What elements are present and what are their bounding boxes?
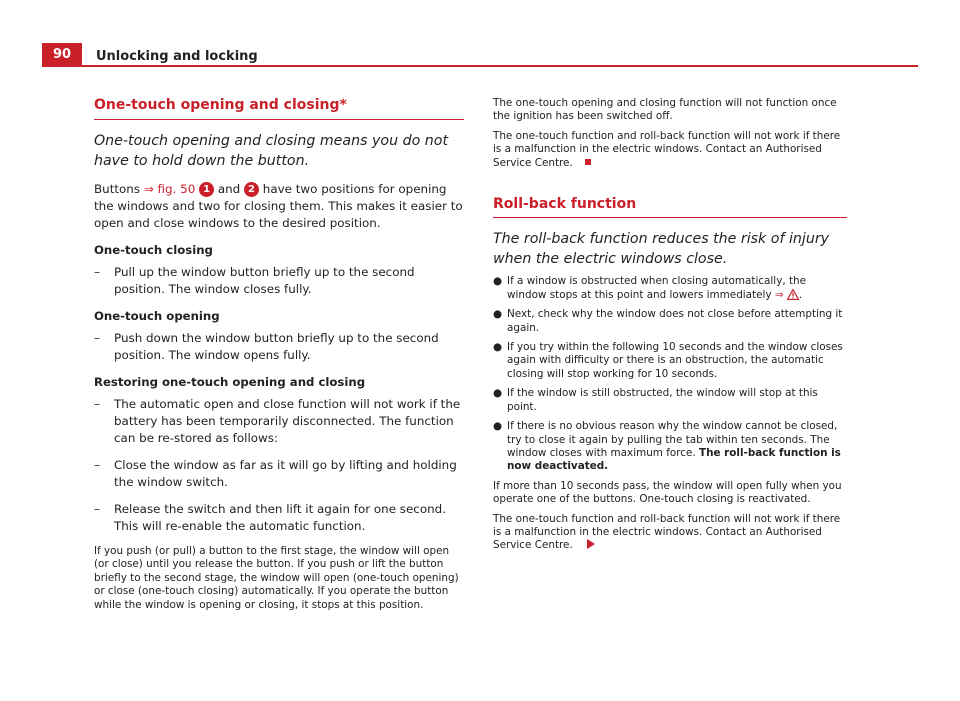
left-column — [94, 97, 464, 618]
section-title-one-touch: One-touch opening and closing* — [94, 97, 464, 120]
page-number: 90 — [42, 43, 82, 67]
list-item: – Release the switch and then lift it again for one second. This will re-enable the automatic function. — [94, 501, 464, 535]
bullet-item: ● If you try within the following 10 seconds and the window closes again with difficulty or there is an obstruction, the automatic closing will stop working for 10 seconds. — [493, 341, 843, 380]
header-rule — [82, 65, 918, 67]
reactivation-paragraph: If more than 10 seconds pass, the window will open fully when you operate one of the buttons. One-touch closing is reactivated. — [493, 479, 842, 506]
section-title-roll-back: Roll-back function — [493, 198, 847, 218]
subheading-one-touch-closing: One-touch closing — [94, 243, 213, 257]
malfunction-paragraph-2: The one-touch function and roll-back function will not work if there is a malfunction in the electric windows. Contact an Authorised Service Centre. — [493, 512, 841, 552]
bullet-item: ● If there is no obvious reason why the window cannot be closed, try to close it again by pulling the tab within ten seconds. The window closes with maximum force. The roll-back function is now deactivated. — [493, 420, 841, 473]
bullet-item: ● If a window is obstructed when closing automatically, the window stops at this point and lowers immediately ⇒ . — [493, 275, 806, 301]
ignition-paragraph: The one-touch opening and closing function will not function once the ignition has been switched off. — [493, 97, 837, 123]
warning-icon — [787, 289, 799, 300]
malfunction-paragraph: The one-touch function and roll-back function will not work if there is a malfunction in the electric windows. Contact an Authorised Service Centre. — [493, 129, 841, 169]
list-item: – The automatic open and close function will not work if the battery has been temporarily disconnected. The function can be re-stored as follows: — [94, 396, 464, 447]
continue-arrow-icon — [587, 539, 595, 549]
section-intro: The roll-back function reduces the risk of injury when the electric windows close. — [493, 231, 830, 268]
bullet-item: ● Next, check why the window does not close before attempting it again. — [493, 308, 843, 334]
note-paragraph: If you push (or pull) a button to the first stage, the window will open (or close) until you release the button. If you push or lift the button briefly to the second stage, the window will open (one-touch opening) or close (one-touch closing) automatically. If you operate the button while the window is opening or closing, it stops at this position. — [94, 545, 459, 611]
list-item: – Close the window as far as it will go by lifting and holding the window switch. — [94, 457, 464, 491]
subheading-one-touch-opening: One-touch opening — [94, 309, 220, 323]
list-item: – Push down the window button briefly up to the second position. The window opens fully. — [94, 330, 464, 364]
bullet-dot-icon: ● — [493, 387, 503, 400]
subheading-restoring: Restoring one-touch opening and closing — [94, 375, 366, 389]
warning-reference-link[interactable]: ⇒ — [775, 289, 799, 301]
buttons-paragraph: Buttons ⇒ fig. 50 1 and 2 have two positions for opening the windows and two for closing them. This makes it easier to open and close windows to the desired position. — [94, 182, 463, 230]
bullet-dot-icon: ● — [493, 275, 503, 288]
section-intro: One-touch opening and closing means you do not have to hold down the button. — [94, 133, 449, 169]
bullet-item: ● If the window is still obstructed, the window will stop at this point. — [493, 387, 818, 413]
bullet-dot-icon: ● — [493, 420, 503, 433]
callout-number-1: 1 — [199, 182, 214, 197]
list-item: – Pull up the window button briefly up to the second position. The window closes fully. — [94, 264, 464, 298]
bullet-dot-icon: ● — [493, 341, 503, 354]
note-block — [94, 545, 464, 612]
right-column — [493, 97, 847, 559]
section-end-marker — [585, 159, 591, 165]
deactivated-emphasis: The roll-back function is now deactivated. — [507, 446, 841, 473]
callout-number-2: 2 — [244, 182, 259, 197]
running-header-title: Unlocking and locking — [96, 49, 258, 64]
figure-reference-link[interactable]: ⇒ fig. 50 — [143, 182, 196, 196]
bullet-dot-icon: ● — [493, 308, 503, 321]
